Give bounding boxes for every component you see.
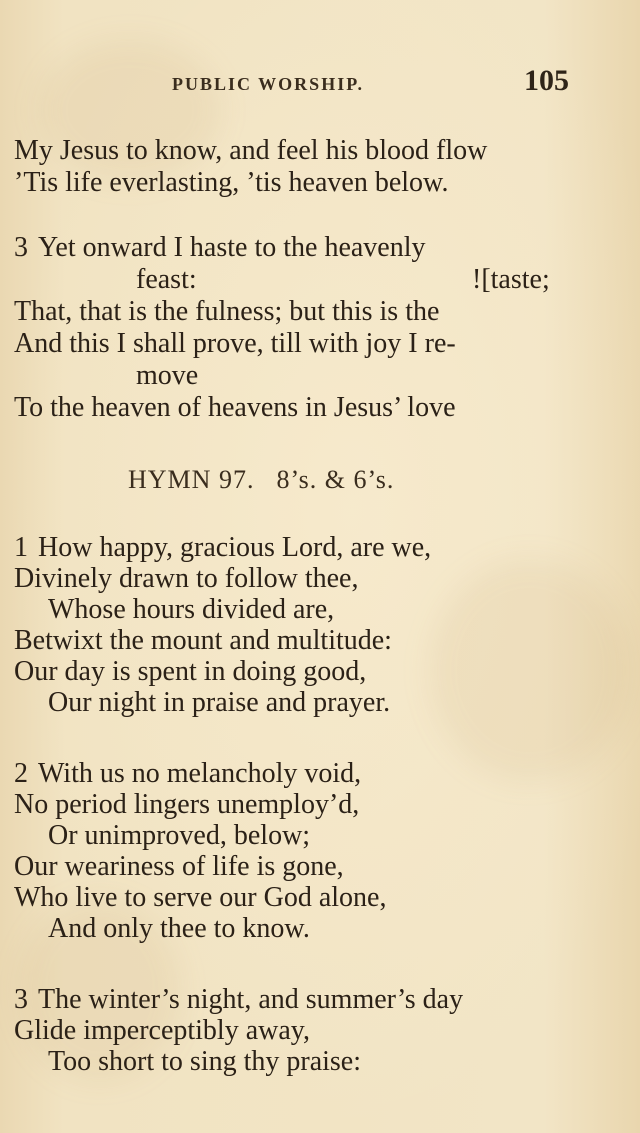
verse-line: No period lingers unemploy’d, [14, 789, 360, 820]
verse-line: Betwixt the mount and multitude: [14, 625, 392, 656]
hymn-title [128, 464, 394, 496]
page-number: 105 [524, 64, 569, 97]
verse-line: To the heaven of heavens in Jesus’ love [14, 392, 456, 423]
verse-text: With us no melancholy void, [38, 758, 362, 789]
stanza-number: 3 [14, 232, 28, 263]
verse-line: That, that is the fulness; but this is the [14, 296, 440, 327]
verse-line [14, 532, 431, 564]
verse-line-turnover: feast: [136, 264, 197, 295]
verse-line [14, 984, 463, 1016]
verse-line: Glide imperceptibly away, [14, 1015, 310, 1046]
verse-line: Or unimproved, below; [48, 820, 311, 851]
verse-line: Who live to serve our God alone, [14, 882, 387, 913]
verse-line [14, 232, 426, 264]
hymn-number: HYMN 97. [128, 465, 255, 494]
verse-line: Our day is spent in doing good, [14, 656, 367, 687]
verse-line-turnover: move [136, 360, 199, 391]
verse-line: Whose hours divided are, [48, 594, 335, 625]
page-header [0, 62, 640, 102]
stanza-number: 2 [14, 758, 28, 789]
running-head: PUBLIC WORSHIP. [172, 74, 365, 94]
verse-line: And this I shall prove, till with joy I re- [14, 328, 456, 359]
verse-line [14, 758, 361, 790]
hymn-meter: 8’s. & 6’s. [276, 465, 395, 494]
verse-line: Our weariness of life is gone, [14, 851, 344, 882]
verse-line: ’Tis life everlasting, ’tis heaven below. [14, 167, 449, 198]
verse-line: My Jesus to know, and feel his blood flow [14, 135, 488, 166]
paper-stain [430, 560, 630, 780]
verse-text: Yet onward I haste to the heavenly [38, 232, 426, 263]
verse-line: Too short to sing thy praise: [48, 1046, 362, 1077]
verse-text: The winter’s night, and summer’s day [38, 984, 464, 1015]
verse-line: Our night in praise and prayer. [48, 687, 391, 718]
verse-line: And only thee to know. [48, 913, 310, 944]
verse-line: Divinely drawn to follow thee, [14, 563, 359, 594]
stanza-number: 1 [14, 532, 28, 563]
stanza-number: 3 [14, 984, 28, 1015]
verse-text: How happy, gracious Lord, are we, [38, 532, 432, 563]
verse-line-turnover: ![taste; [472, 264, 550, 295]
